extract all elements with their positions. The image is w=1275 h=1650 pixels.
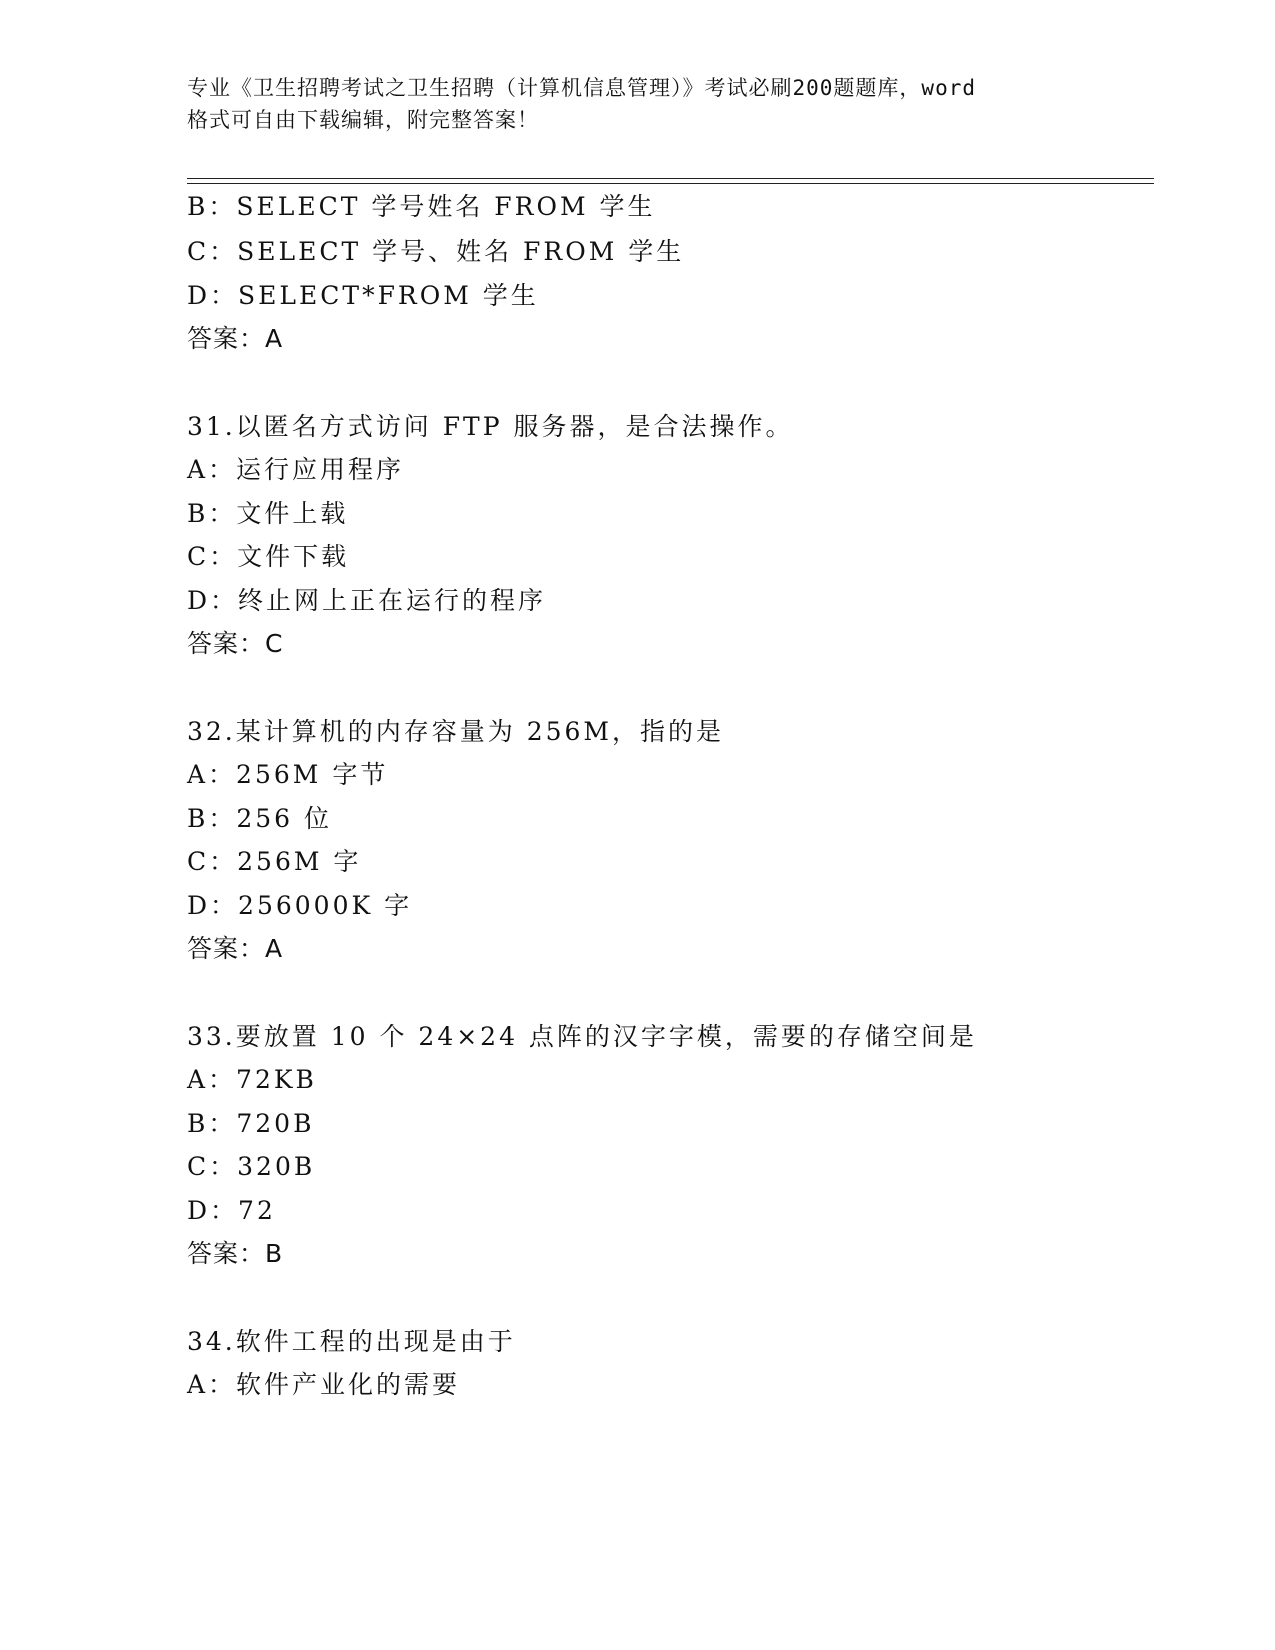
document-header	[187, 72, 1087, 136]
option-d: D：SELECT*FROM 学生	[187, 281, 539, 310]
header-line-2: 格式可自由下载编辑，附完整答案！	[187, 108, 539, 132]
option-b: B：256 位	[187, 804, 333, 833]
option-b: B：SELECT 学号姓名 FROM 学生	[187, 192, 656, 221]
option-c: C：文件下载	[187, 542, 350, 571]
option-a: A：软件产业化的需要	[187, 1370, 461, 1399]
header-divider-top	[187, 178, 1154, 179]
option-a: A：256M 字节	[187, 760, 389, 789]
option-b: B：720B	[187, 1109, 315, 1138]
option-c: C：SELECT 学号、姓名 FROM 学生	[187, 237, 685, 266]
option-c: C：256M 字	[187, 847, 362, 876]
answer-line: 答案：C	[187, 629, 284, 658]
option-d: D：终止网上正在运行的程序	[187, 586, 547, 615]
answer-line: 答案：A	[187, 324, 284, 353]
answer-line: 答案：A	[187, 934, 284, 963]
option-a: A：运行应用程序	[187, 455, 405, 484]
option-c: C：320B	[187, 1152, 316, 1181]
question-stem: 33.要放置 10 个 24×24 点阵的汉字字模，需要的存储空间是	[187, 1022, 977, 1051]
option-d: D：256000K 字	[187, 891, 413, 920]
option-a: A：72KB	[187, 1065, 317, 1094]
header-line-1: 专业《卫生招聘考试之卫生招聘（计算机信息管理）》考试必刷200题题库，word	[187, 76, 976, 100]
question-stem: 34.软件工程的出现是由于	[187, 1327, 516, 1356]
option-b: B：文件上载	[187, 499, 349, 528]
header-divider-bottom	[187, 183, 1154, 184]
question-stem: 32.某计算机的内存容量为 256M，指的是	[187, 717, 725, 746]
answer-line: 答案：B	[187, 1239, 284, 1268]
option-d: D：72	[187, 1196, 276, 1225]
question-stem: 31.以匿名方式访问 FTP 服务器，是合法操作。	[187, 412, 794, 441]
